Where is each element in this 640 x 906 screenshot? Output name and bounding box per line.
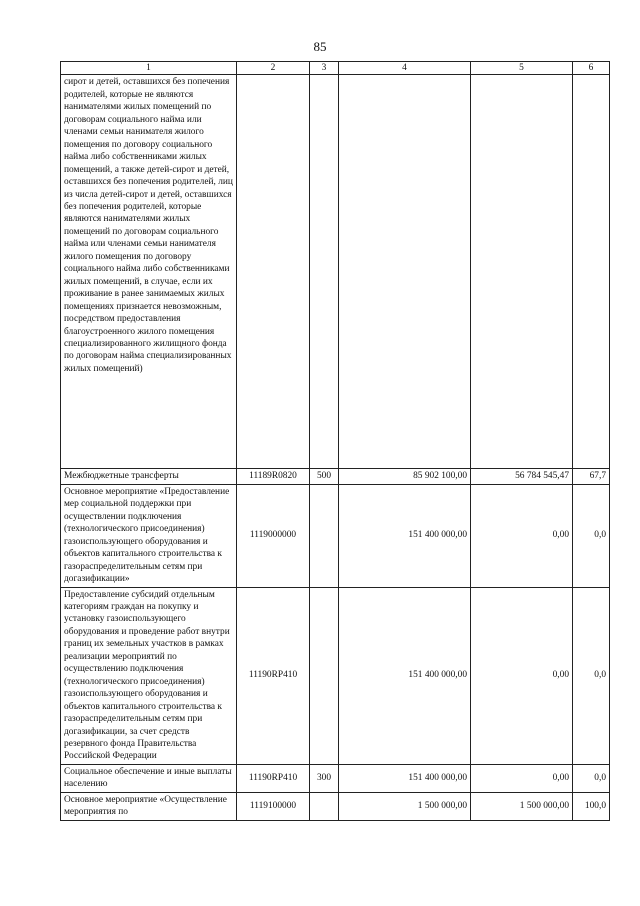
row-plan-amount: 1 500 000,00 [339, 792, 471, 820]
row-percent: 100,0 [573, 792, 610, 820]
row-percent: 0,0 [573, 484, 610, 587]
row-description: Основное мероприятие «Предоставление мер социальной поддержки при осуществлении подключения (технологического присоединения) газоиспользующего оборудования и объектов капитального строительства к газораспределительным сетям при догазификации» [61, 484, 237, 587]
row-description: Социальное обеспечение и иные выплаты населению [61, 764, 237, 792]
table-row [61, 484, 610, 587]
page-number: 85 [313, 39, 327, 54]
row-description: сирот и детей, оставшихся без попечения родителей, которые не являются нанимателями жилых помещений по договорам социального найма или членами семьи нанимателя жилого помещения по договору социального найма либо собственниками жилых помещений, а также детей-сирот и детей, оставшихся без попечения родителей, лиц из числа детей-сирот и детей, оставшихся без попечения родителей, которые являются нанимателями жилых помещений по договорам социального найма или членами семьи нанимателя жилого помещения по договору социального найма либо собственниками жилых помещений, в случае, если их проживание в ранее занимаемых жилых помещениях признается невозможным, посредством предоставления благоустроенного жилого помещения специализированного жилищного фонда по договорам найма специализированных жилых помещений) [61, 75, 237, 469]
budget-table [60, 61, 610, 821]
column-header: 4 [339, 62, 471, 75]
row-plan-amount [339, 75, 471, 469]
row-description: Предоставление субсидий отдельным категориям граждан на покупку и установку газоиспользующего оборудования и проведение работ внутри границ их земельных участков в рамках реализации мероприятий по осуществлению подключения (технологического присоединения) газоиспользующего оборудования и объектов капитального строительства к газораспределительным сетям при догазификации, за счет средств резервного фонда Правительства Российской Федерации [61, 587, 237, 764]
row-expense-type [310, 75, 339, 469]
table-row [61, 75, 610, 469]
table-header-row [61, 62, 610, 75]
row-expense-type [310, 484, 339, 587]
row-expense-type: 300 [310, 764, 339, 792]
row-expense-type: 500 [310, 469, 339, 484]
row-plan-amount: 151 400 000,00 [339, 587, 471, 764]
row-description: Межбюджетные трансферты [61, 469, 237, 484]
table-row [61, 792, 610, 820]
row-code [237, 75, 310, 469]
column-header: 6 [573, 62, 610, 75]
row-percent [573, 75, 610, 469]
row-description: Основное мероприятие «Осуществление мероприятия по [61, 792, 237, 820]
row-code: 1119000000 [237, 484, 310, 587]
row-fact-amount: 0,00 [471, 587, 573, 764]
column-header: 5 [471, 62, 573, 75]
row-percent: 0,0 [573, 587, 610, 764]
column-header: 2 [237, 62, 310, 75]
row-plan-amount: 151 400 000,00 [339, 484, 471, 587]
row-code: 11190RP410 [237, 587, 310, 764]
row-fact-amount [471, 75, 573, 469]
row-fact-amount: 1 500 000,00 [471, 792, 573, 820]
row-code: 11190RP410 [237, 764, 310, 792]
row-plan-amount: 151 400 000,00 [339, 764, 471, 792]
row-fact-amount: 0,00 [471, 484, 573, 587]
row-expense-type [310, 792, 339, 820]
column-header: 1 [61, 62, 237, 75]
row-percent: 67,7 [573, 469, 610, 484]
row-code: 11189R0820 [237, 469, 310, 484]
table-row [61, 587, 610, 764]
column-header: 3 [310, 62, 339, 75]
row-percent: 0,0 [573, 764, 610, 792]
row-expense-type [310, 587, 339, 764]
row-fact-amount: 0,00 [471, 764, 573, 792]
row-plan-amount: 85 902 100,00 [339, 469, 471, 484]
table-row [61, 469, 610, 484]
table-row [61, 764, 610, 792]
row-code: 1119100000 [237, 792, 310, 820]
row-fact-amount: 56 784 545,47 [471, 469, 573, 484]
